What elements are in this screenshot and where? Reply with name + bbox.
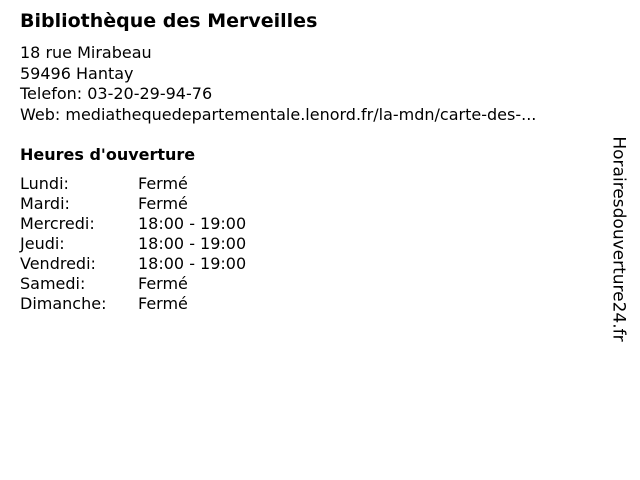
hours-row-lundi <box>20 174 246 194</box>
day-label: Samedi: <box>20 274 86 293</box>
hours-row-mercredi <box>20 214 246 234</box>
day-hours: Fermé <box>138 174 188 193</box>
day-label: Mardi: <box>20 194 70 213</box>
day-label: Dimanche: <box>20 294 107 313</box>
day-label: Jeudi: <box>20 234 65 253</box>
day-hours: Fermé <box>138 194 188 213</box>
opening-hours-table <box>20 174 246 314</box>
hours-row-mardi <box>20 194 246 214</box>
day-label: Lundi: <box>20 174 69 193</box>
hours-row-samedi <box>20 274 246 294</box>
opening-hours-heading: Heures d'ouverture <box>20 145 196 164</box>
hours-row-jeudi <box>20 234 246 254</box>
day-hours: Fermé <box>138 294 188 313</box>
phone-number: Telefon: 03-20-29-94-76 <box>20 84 213 103</box>
day-label: Mercredi: <box>20 214 95 233</box>
address-block <box>20 43 536 125</box>
place-title: Bibliothèque des Merveilles <box>20 10 318 32</box>
hours-row-dimanche <box>20 294 246 314</box>
day-hours: 18:00 - 19:00 <box>138 254 247 273</box>
day-hours: 18:00 - 19:00 <box>138 234 247 253</box>
hours-row-vendredi <box>20 254 246 274</box>
day-hours: 18:00 - 19:00 <box>138 214 247 233</box>
watermark-text: Horairesdouverture24.fr <box>609 136 629 342</box>
website-link[interactable]: Web: mediathequedepartementale.lenord.fr/la-mdn/carte-des-... <box>20 104 537 124</box>
street-address: 18 rue Mirabeau <box>20 43 152 62</box>
site-watermark <box>599 134 639 344</box>
day-hours: Fermé <box>138 274 188 293</box>
city-postal-code: 59496 Hantay <box>20 63 134 83</box>
day-label: Vendredi: <box>20 254 96 273</box>
